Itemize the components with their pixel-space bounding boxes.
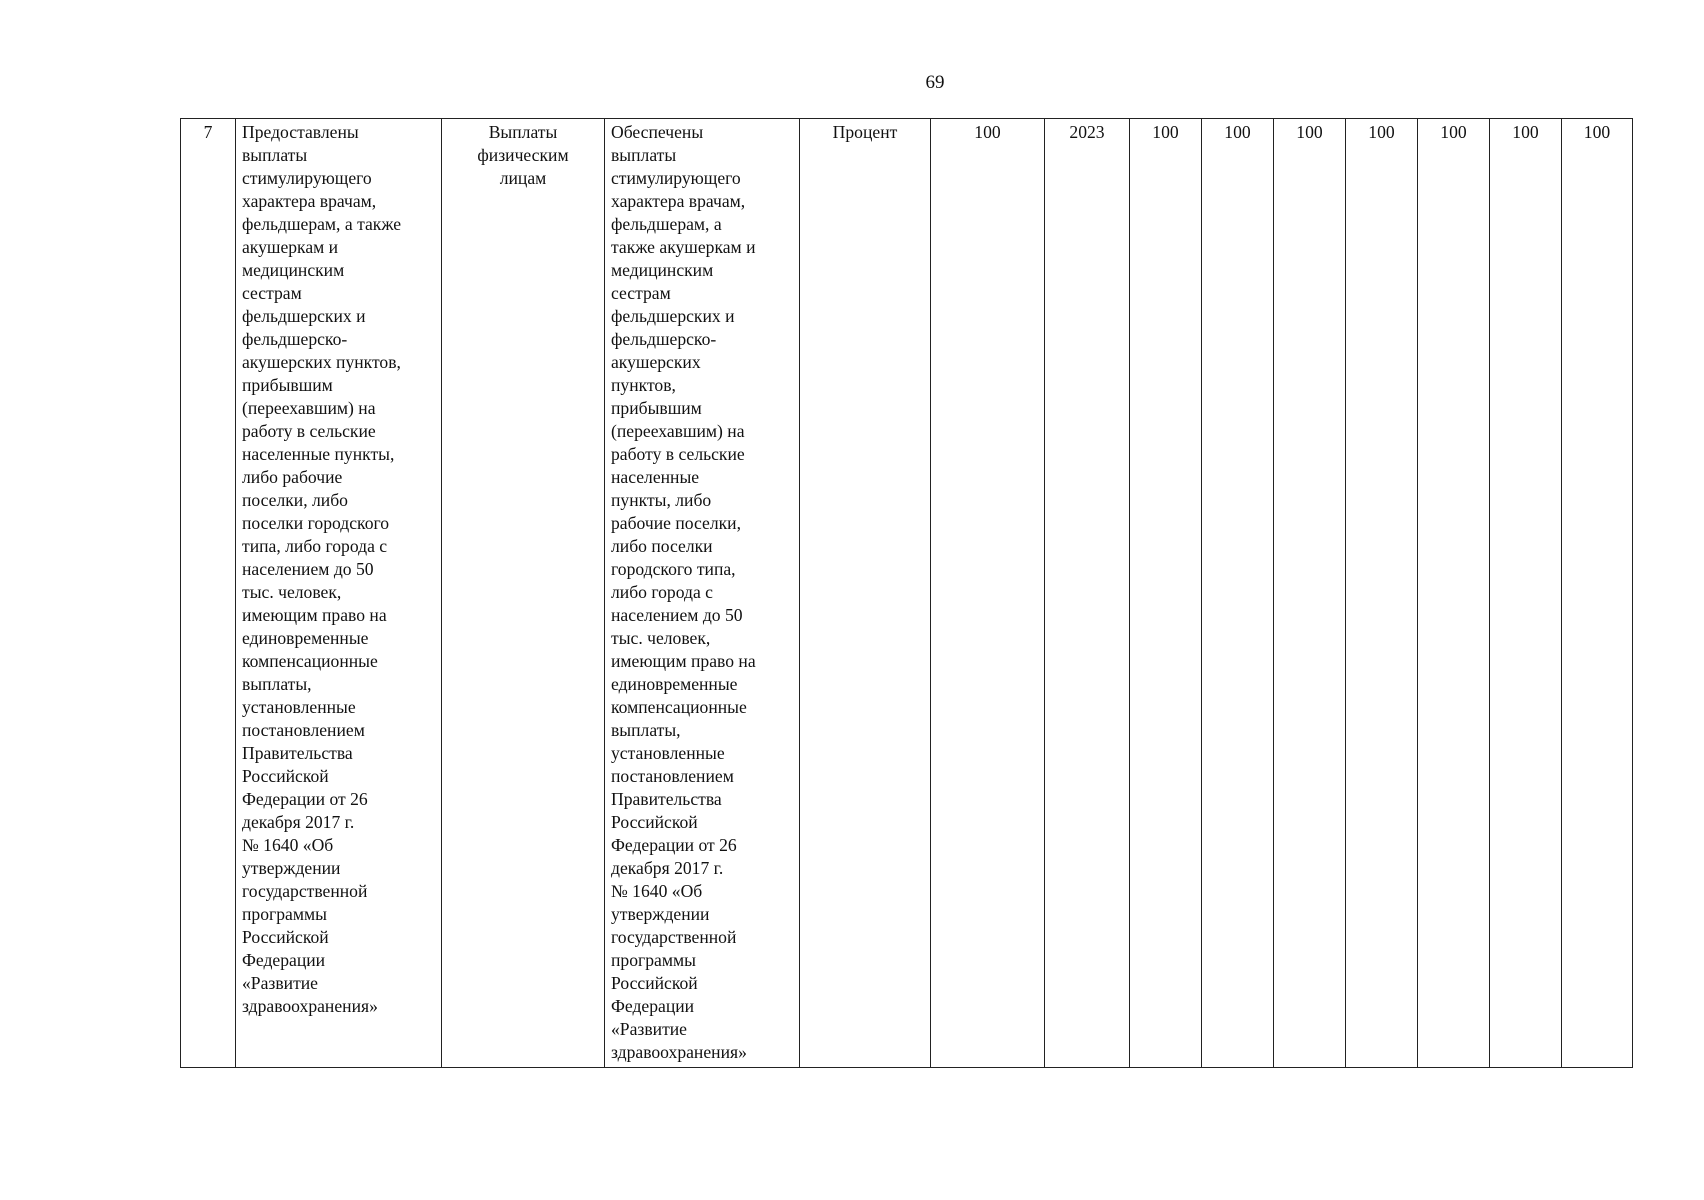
results-table [180,118,1633,1068]
text-line: выплаты [242,145,308,165]
text-line: медицинским [611,260,714,280]
text-line: компенсационные [611,697,747,717]
text-line: акушеркам и [242,237,339,257]
text-line: «Развитие [611,1019,687,1039]
text-line: единовременные [242,628,369,648]
text-line: рабочие поселки, [611,513,741,533]
text-line: населением до 50 [242,559,374,579]
text-line: Предоставлены [242,122,359,142]
text-line: Правительства [611,789,722,809]
text-line: поселки городского [242,513,390,533]
text-line: выплаты, [611,720,681,740]
text-line: фельдшерам, а также [242,214,402,234]
text-line: характера врачам, [611,191,746,211]
text-line: (переехавшим) на [242,398,376,418]
text-line: фельдшерских и [242,306,366,326]
year-value-cell: 100 [1202,119,1274,1068]
text-line: фельдшерско- [242,329,348,349]
year-value-cell: 100 [1274,119,1346,1068]
text-line: декабря 2017 г. [611,858,724,878]
text-line: компенсационные [242,651,378,671]
text-line: фельдшерско- [611,329,717,349]
text-line: государственной [242,881,368,901]
text-line: поселки, либо [242,490,348,510]
text-line: сестрам [242,283,302,303]
text-line: лицам [499,168,547,188]
text-line: Российской [242,927,329,947]
text-line: прибывшим [611,398,702,418]
text-line: Федерации [242,950,326,970]
page-number: 69 [925,72,945,93]
result-type-cell [442,119,605,1068]
text-line: также акушеркам и [611,237,756,257]
text-line: тыс. человек, [242,582,342,602]
year-value-cell: 100 [1418,119,1490,1068]
text-line: декабря 2017 г. [242,812,355,832]
year-value-cell: 100 [1130,119,1202,1068]
text-line: установленные [242,697,356,717]
result-characteristic-cell [605,119,800,1068]
row-number-cell: 7 [181,119,236,1068]
text-line: пунктов, [611,375,676,395]
result-name-cell [236,119,442,1068]
text-line: стимулирующего [242,168,372,188]
text-line: утверждении [611,904,710,924]
text-line: Обеспечены [611,122,704,142]
year-value-cell: 100 [1346,119,1418,1068]
text-line: Федерации [611,996,695,1016]
text-line: имеющим право на [611,651,756,671]
text-line: установленные [611,743,725,763]
text-line: тыс. человек, [611,628,711,648]
text-line: здравоохранения» [242,996,378,1016]
text-line: программы [611,950,696,970]
text-line: типа, либо города с [242,536,388,556]
text-line: Правительства [242,743,353,763]
text-line: единовременные [611,674,738,694]
text-line: утверждении [242,858,341,878]
text-line: Федерации от 26 [242,789,368,809]
text-line: медицинским [242,260,345,280]
text-line: государственной [611,927,737,947]
text-line: прибывшим [242,375,333,395]
year-value-cell: 100 [1490,119,1562,1068]
text-line: работу в сельские [611,444,745,464]
base-value-cell: 100 [931,119,1045,1068]
text-line: либо рабочие [242,467,343,487]
text-line: Российской [611,973,698,993]
text-line: либо поселки [611,536,713,556]
text-line: фельдшерских и [611,306,735,326]
text-line: работу в сельские [242,421,376,441]
text-line: № 1640 «Об [611,881,703,901]
text-line: акушерских [611,352,701,372]
table-row [181,119,1633,1068]
unit-cell: Процент [800,119,931,1068]
text-line: программы [242,904,327,924]
text-line: либо города с [611,582,713,602]
text-line: выплаты [611,145,677,165]
base-year-cell: 2023 [1045,119,1130,1068]
text-line: здравоохранения» [611,1042,747,1062]
text-line: Российской [611,812,698,832]
text-line: № 1640 «Об [242,835,334,855]
text-line: имеющим право на [242,605,387,625]
text-line: стимулирующего [611,168,741,188]
text-line: постановлением [611,766,734,786]
text-line: постановлением [242,720,365,740]
text-line: выплаты, [242,674,312,694]
text-line: городского типа, [611,559,736,579]
text-line: физическим [477,145,569,165]
text-line: (переехавшим) на [611,421,745,441]
text-line: населенные [611,467,700,487]
text-line: характера врачам, [242,191,377,211]
text-line: «Развитие [242,973,318,993]
year-value-cell: 100 [1562,119,1633,1068]
text-line: акушерских пунктов, [242,352,401,372]
text-line: сестрам [611,283,671,303]
text-line: населенные пункты, [242,444,395,464]
text-line: пункты, либо [611,490,712,510]
text-line: населением до 50 [611,605,743,625]
text-line: Федерации от 26 [611,835,737,855]
text-line: фельдшерам, а [611,214,722,234]
text-line: Российской [242,766,329,786]
text-line: Выплаты [488,122,558,142]
